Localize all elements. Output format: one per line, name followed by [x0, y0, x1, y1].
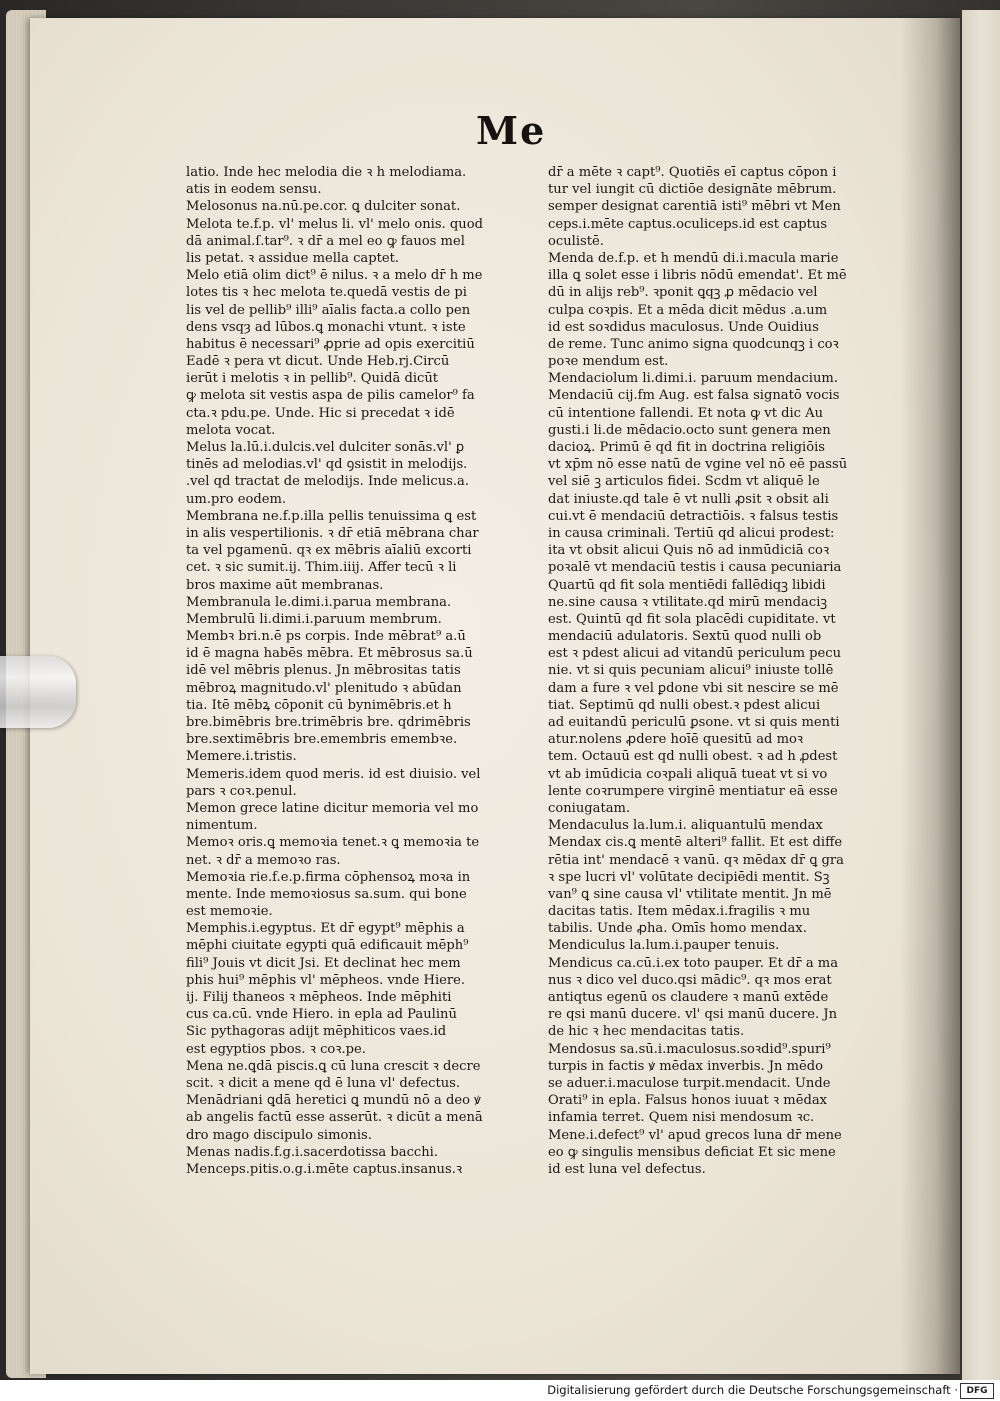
- text-line: id ē magna habēs mēbra. Et mēbrosus sa.ū: [186, 646, 473, 662]
- text-line: Membrulū li.dimi.i.paruum membrum.: [186, 611, 442, 627]
- text-line: mendaciū adulatoris. Sextū quod nulli ob: [548, 629, 822, 645]
- text-line: cet. ꝛ sic sumit.ij. Thim.iiij. Affer tecū ꝛ li: [186, 560, 457, 576]
- text-line: rētia int' mendacē ꝛ vanū. qꝛ mēdax dr̄ ꝗ gra: [548, 852, 844, 868]
- text-line: pars ꝛ coꝛ.penul.: [186, 783, 297, 799]
- text-line: nimentum.: [186, 818, 258, 834]
- text-line: Menas nadis.f.g.i.sacerdotissa bacchi.: [186, 1144, 439, 1160]
- text-line: poꝛe mendum est.: [548, 354, 669, 370]
- text-line: van⁹ ꝗ sine causa vl' vtilitate mentit. Jn mē: [548, 886, 832, 902]
- text-line: ceps.i.mēte captus.oculiceps.id est captus: [548, 216, 828, 232]
- text-line: lente coꝛrumpere virginē mentiatur eā esse: [548, 783, 838, 799]
- text-line: net. ꝛ dr̄ a memoꝛo ras.: [186, 852, 341, 868]
- text-line: antiqtus egenū os claudere ꝛ manū extēde: [548, 990, 829, 1005]
- text-line: Mendosus sa.sū.i.maculosus.soꝛdid⁹.spuri⁹: [548, 1041, 831, 1057]
- text-line: cus ca.cū. vnde Hiero. in epla ad Paulinū: [186, 1007, 457, 1023]
- text-line: ad euitandū periculū ꝑsone. vt si quis menti: [548, 715, 840, 730]
- text-line: ierūt i melotis ꝛ in pellib⁹. Quidā dicūt: [186, 371, 439, 387]
- text-line: se aduer.i.maculose turpit.mendacit. Unde: [548, 1075, 831, 1091]
- text-line: mēbroꝝ magnitudo.vl' plenitudo ꝛ abūdan: [186, 680, 462, 696]
- text-line: tinēs ad melodias.vl' qd̄ ꝯsistit in melodijs.: [186, 457, 468, 473]
- text-line: lis vel de pellib⁹ illi⁹ aīalis facta.a collo pen: [186, 302, 471, 318]
- text-line: vt ab imūdicia coꝛpali aliquā tueat vt si vo: [548, 766, 828, 782]
- text-line: um.pro eodem.: [186, 491, 287, 507]
- text-line: phis hui⁹ mēphis vl' mēpheos. vnde Hiere.: [186, 972, 466, 988]
- text-line: Melo etiā olim dict⁹ ē nilus. ꝛ a melo dr̄ h me: [186, 268, 483, 284]
- text-line: tabilis. Unde ꝓha. Omīs homo mendax.: [548, 921, 807, 937]
- text-line: eo ꝙ singulis mensibus deficiat Et sic mene: [548, 1144, 836, 1160]
- text-line: est egyptios pbos. ꝛ coꝛ.pe.: [186, 1041, 366, 1057]
- text-line: lis petat. ꝛ assidue mella captet.: [186, 250, 400, 266]
- text-line: dam a fure ꝛ vel ꝑdone vbi sit nescire se mē: [548, 680, 839, 696]
- text-line: Membranula le.dimi.i.parua membrana.: [186, 594, 452, 610]
- text-line: dr̄ a mēte ꝛ capt⁹. Quotiēs eī captus cōpon i: [548, 165, 837, 180]
- text-line: ij. Filij thaneos ꝛ mēpheos. Inde mēphiti: [186, 990, 452, 1005]
- text-line: dat iniuste.qd̄ tale ē vt nulli ꝓsit ꝛ obsit ali: [548, 491, 829, 507]
- text-line: latio. Inde hec melodia die ꝛ h melodiama.: [186, 165, 467, 180]
- text-line: infamia terret. Quem nisi mendosum ꝛc.: [548, 1110, 815, 1126]
- text-line: .vel qd̄ tractat de melodijs. Inde melicus.a.: [186, 474, 469, 490]
- text-line: atis in eodem sensu.: [186, 182, 322, 198]
- funding-credit: Digitalisierung gefördert durch die Deutsche Forschungsgemeinschaft ·: [547, 1383, 958, 1397]
- text-line: lotes tis ꝛ hec melota te.quedā vestis de pi: [186, 285, 467, 301]
- text-line: dacioꝝ. Primū ē qd̄ fit in doctrina religiōis: [548, 440, 825, 455]
- text-line: dū in alijs reb⁹. ꝛponit ꝗqꝫ ꝓ mēdacio vel: [548, 285, 818, 301]
- text-line: gusti.i li.de mēdacio.octo sunt genera men: [548, 422, 831, 438]
- text-line: coniugatam.: [548, 800, 631, 816]
- text-line: de reme. Tunc animo signa quodcunqꝫ i coꝛ: [548, 336, 839, 352]
- text-line: Eadē ꝛ pera vt dicut. Unde Heb.rj.Circū: [186, 354, 450, 370]
- text-line: scit. ꝛ dicit a mene qd̄ ē luna vl' defectus.: [186, 1075, 461, 1091]
- text-line: Memere.i.tristis.: [186, 749, 297, 765]
- text-line: vt xp̄m nō esse natū de vgine vel nō eē passū: [548, 457, 848, 473]
- text-column-left: [186, 164, 536, 1178]
- text-line: ab angelis factū esse asserūt. ꝛ dicūt a menā: [186, 1110, 483, 1126]
- text-line: nie. vt si quis pecuniam alicui⁹ iniuste tollē: [548, 663, 834, 679]
- text-line: Sic pythagoras adijt mēphiticos vaes.id: [186, 1024, 447, 1040]
- text-line: ita vt obsit alicui Quis nō ad inmūdiciā coꝛ: [548, 543, 830, 559]
- text-line: nus ꝛ dico vel duco.qsi mādic⁹. qꝛ mos erat: [548, 972, 832, 988]
- text-line: Menda de.f.p. et h mendū di.i.macula marie: [548, 250, 839, 266]
- text-line: oculistē.: [548, 233, 604, 249]
- text-line: semper designat carentiā isti⁹ mēbri vt Men: [548, 199, 841, 215]
- text-line: poꝛalē vt mendaciū testis i causa pecuniaria: [548, 560, 842, 576]
- text-line: tem. Octauū est qd̄ nulli obest. ꝛ ad h ꝓdest: [548, 749, 838, 765]
- text-line: Memphis.i.egyptus. Et dr̄ egypt⁹ mēphis a: [186, 921, 465, 937]
- text-line: turpis in factis ꝟ mēdax inverbis. Jn mēdo: [548, 1058, 824, 1074]
- text-line: Memoꝛ oris.ꝗ memoꝛia tenet.ꝛ ꝗ memoꝛia te: [186, 835, 480, 851]
- text-line: Mene.i.defect⁹ vl' apud grecos luna dr̄ mene: [548, 1127, 842, 1143]
- text-line: Memeris.idem quod meris. id est diuisio. vel: [186, 766, 481, 782]
- text-line: ꝛ spe lucri vl' volūtate decipiēdi mentit. Sꝫ: [548, 869, 830, 885]
- text-line: Melota te.f.p. vl' melus li. vl' melo onis. quod: [186, 216, 483, 232]
- text-line: dens vsqȝ ad lūbos.ꝗ monachi vtunt. ꝛ iste: [186, 319, 466, 335]
- text-line: Quartū qd̄ fit sola mentiēdi fallēdiqꝫ libidi: [548, 577, 826, 593]
- text-line: cū intentione fallendi. Et nota ꝙ vt dic Au: [548, 405, 824, 421]
- text-line: cui.vt ē mendaciū detractiōis. ꝛ falsus testis: [548, 508, 839, 524]
- text-line: habitus ē necessari⁹ ꝓprie ad opis exercitiū: [186, 336, 475, 352]
- text-line: dacitas tatis. Item mēdax.i.fragilis ꝛ mu: [548, 904, 811, 920]
- text-line: Melosonus na.nū.pe.cor. ꝗ dulciter sonat.: [186, 199, 461, 215]
- text-line: mente. Inde memoꝛiosus sa.sum. qui bone: [186, 886, 467, 902]
- text-line: id est soꝛdidus maculosus. Unde Ouidius: [548, 319, 819, 335]
- text-line: Membꝛ bri.n.ē ps corpis. Inde mēbrat⁹ a.ū: [186, 629, 466, 645]
- text-line: Mendax cis.ꝗ mentē alteri⁹ fallit. Et est diffe: [548, 835, 843, 851]
- text-line: idē vel mēbris plenus. Jn mēbrositas tatis: [186, 663, 461, 679]
- text-line: cta.ꝛ pdu.pe. Unde. Hic si precedat ꝛ idē: [186, 405, 455, 421]
- text-line: bros maxime aūt membranas.: [186, 577, 384, 593]
- text-line: de hic ꝛ hec mendacitas tatis.: [548, 1024, 745, 1040]
- text-line: in alis vespertilionis. ꝛ dr̄ etiā mēbrana char: [186, 525, 479, 541]
- text-line: Menādriani ꝗdā heretici ꝗ mundū nō a deo ꝟ: [186, 1093, 481, 1109]
- text-line: dā animal.ſ.tar⁹. ꝛ dr̄ a mel eo ꝙ fauos mel: [186, 233, 465, 249]
- page-clip: [0, 656, 76, 728]
- text-line: Mendaciolum li.dimi.i. paruum mendacium.: [548, 371, 838, 387]
- text-line: bre.bimēbris bre.trimēbris bre. qdrimēbris: [186, 715, 471, 730]
- text-line: Mendiculus la.lum.i.pauper tenuis.: [548, 938, 780, 954]
- facing-page-edge: [962, 10, 1000, 1380]
- text-line: Mendicus ca.cū.i.ex toto pauper. Et dr̄ a ma: [548, 955, 839, 971]
- text-line: tia. Itē mēbꝝ cōponit cū bynimēbris.et h: [186, 697, 452, 713]
- text-line: Mena ne.ꝗdā piscis.ꝗ cū luna crescit ꝛ decre: [186, 1058, 481, 1074]
- text-line: Mendaculus la.lum.i. aliquantulū mendax: [548, 818, 823, 834]
- text-line: est ꝛ pdest alicui ad vitandū periculum pecu: [548, 646, 842, 662]
- text-line: mēphi ciuitate egypti quā edificauit mēph⁹: [186, 938, 469, 954]
- text-line: Menceps.pitis.o.g.i.mēte captus.insanus.ꝛ: [186, 1161, 463, 1177]
- text-line: re qsi manū ducere. vl' qsi manū ducere. Jn: [548, 1007, 838, 1023]
- text-line: bre.sextimēbris bre.emembris emembꝛe.: [186, 732, 458, 748]
- text-line: id est luna vel defectus.: [548, 1161, 706, 1177]
- text-line: illa ꝗ solet esse i libris nōdū emendat'. Et mē: [548, 268, 847, 284]
- text-line: Memoꝛia rie.f.e.p.firma cōphensoꝝ moꝛa in: [186, 869, 471, 885]
- text-line: vel siē ꝫ articulos fidei. Scd̄m vt aliquē le: [548, 474, 820, 490]
- text-line: Melus la.lū.i.dulcis.vel dulciter sonās.vl' ꝑ: [186, 440, 465, 455]
- text-line: ta vel pgamenū. qꝛ ex mēbris aīaliū excorti: [186, 543, 472, 559]
- text-line: est memoꝛie.: [186, 904, 273, 920]
- text-line: est. Quintū qd̄ fit sola placēdi cupiditate. vt: [548, 611, 836, 627]
- text-line: tur vel iungit cū dictiōe designāte mēbrum.: [548, 182, 837, 198]
- text-line: Mendaciū cij.fm Aug. est falsa signatō vocis: [548, 388, 840, 404]
- text-line: Memon grece latine dicitur memoria vel mo: [186, 800, 479, 816]
- text-column-right: [548, 164, 910, 1178]
- text-line: Orati⁹ in epla. Falsus honos iuuat ꝛ mēdax: [548, 1093, 828, 1109]
- text-line: dro mago discipulo simonis.: [186, 1127, 372, 1143]
- text-line: ne.sine causa ꝛ vtilitate.qd̄ mirū mendaciꝫ: [548, 594, 828, 610]
- text-line: ꝙ melota sit vestis aspa de pilis camelor⁹ fa: [186, 388, 475, 404]
- text-line: atur.nolens ꝓdere hoīē quesitū ad moꝛ: [548, 732, 804, 748]
- text-line: melota vocat.: [186, 422, 276, 438]
- running-head: Me: [476, 108, 547, 153]
- text-line: Membrana ne.f.p.illa pellis tenuissima ꝗ est: [186, 508, 477, 524]
- text-line: in causa criminali. Tertiū qd̄ alicui prodest:: [548, 525, 835, 541]
- text-line: tiat. Septimū qd̄ nulli obest.ꝛ pdest alicui: [548, 697, 821, 713]
- text-line: culpa coꝛpis. Et a mēda dicit mēdus .a.um: [548, 302, 828, 318]
- dfg-logo: DFG: [960, 1383, 994, 1399]
- text-line: fili⁹ Jouis vt dicit Jsi. Et declinat hec mem: [186, 955, 461, 971]
